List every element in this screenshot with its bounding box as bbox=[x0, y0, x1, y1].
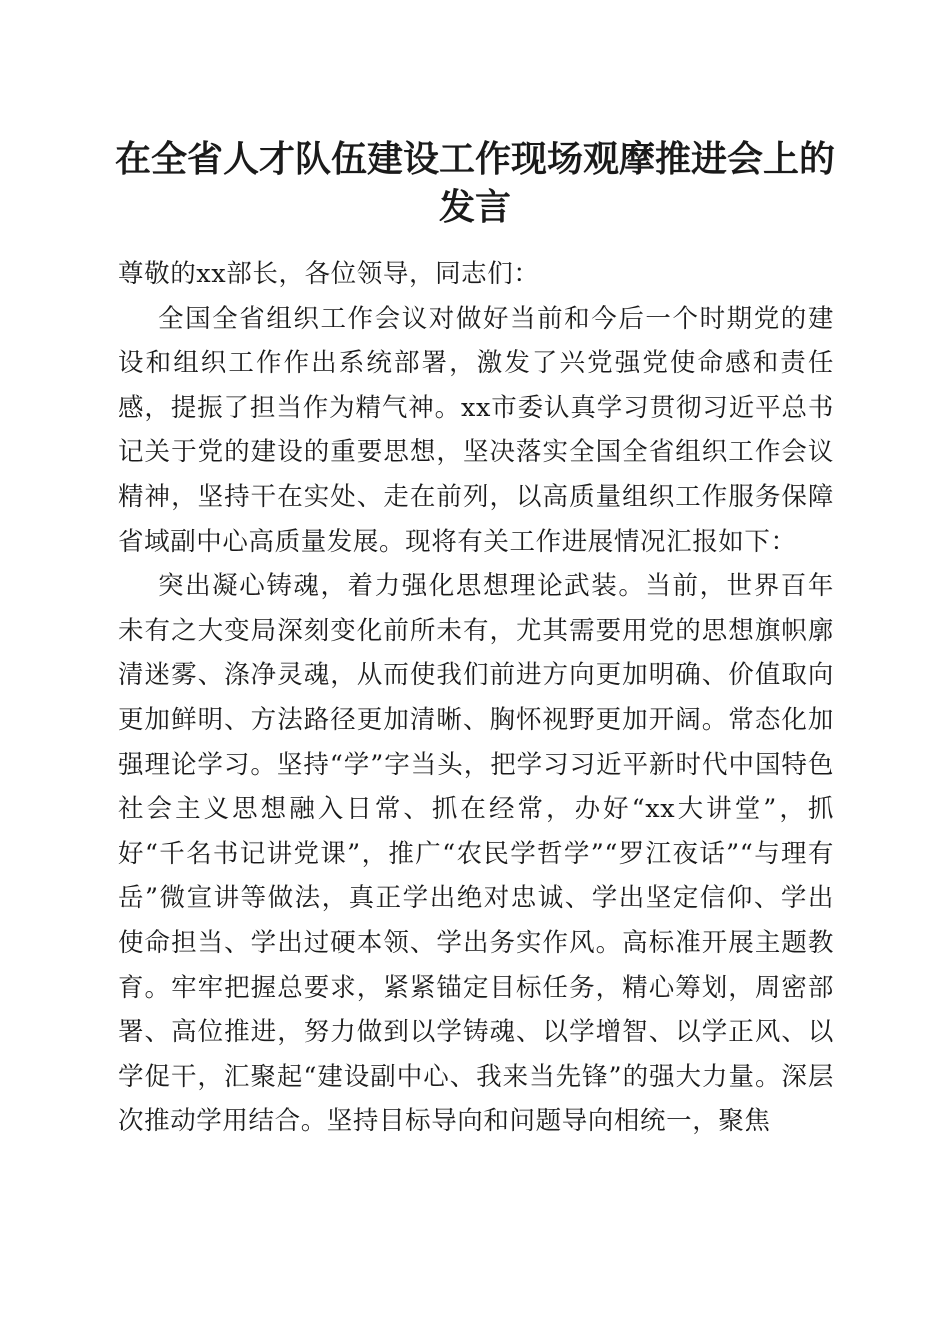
paragraph-intro: 全国全省组织工作会议对做好当前和今后一个时期党的建设和组织工作作出系统部署，激发了兴党强党使命感和责任感，提振了担当作为精气神。xx市委认真学习贯彻习近平总书记关于党的建设的重要思想，坚决落实全国全省组织工作会议精神，坚持干在实处、走在前列，以高质量组织工作服务保障省域副中心高质量发展。现将有关工作进展情况汇报如下： bbox=[118, 303, 834, 557]
document-body bbox=[118, 252, 834, 1144]
salutation: 尊敬的xx部长，各位领导，同志们： bbox=[118, 259, 540, 289]
paragraph-section-1: 突出凝心铸魂，着力强化思想理论武装。当前，世界百年未有之大变局深刻变化前所未有，尤其需要用党的思想旗帜廓清迷雾、涤净灵魂，从而使我们前进方向更加明确、价值取向更加鲜明、方法路径更加清晰、胸怀视野更加开阔。常态化加强理论学习。坚持“学”字当头，把学习习近平新时代中国特色社会主义思想融入日常、抓在经常，办好“xx大讲堂”，抓好“千名书记讲党课”，推广“农民学哲学”“罗江夜话”“与理有岳”微宣讲等做法，真正学出绝对忠诚、学出坚定信仰、学出使命担当、学出过硬本领、学出务实作风。高标准开展主题教育。牢牢把握总要求，紧紧锚定目标任务，精心筹划，周密部署、高位推进，努力做到以学铸魂、以学增智、以学正风、以学促干，汇聚起“建设副中心、我来当先锋”的强大力量。深层次推动学用结合。坚持目标导向和问题导向相统一，聚焦 bbox=[118, 571, 834, 1137]
document-title: 在全省人才队伍建设工作现场观摩推进会上的发言 bbox=[114, 138, 835, 228]
